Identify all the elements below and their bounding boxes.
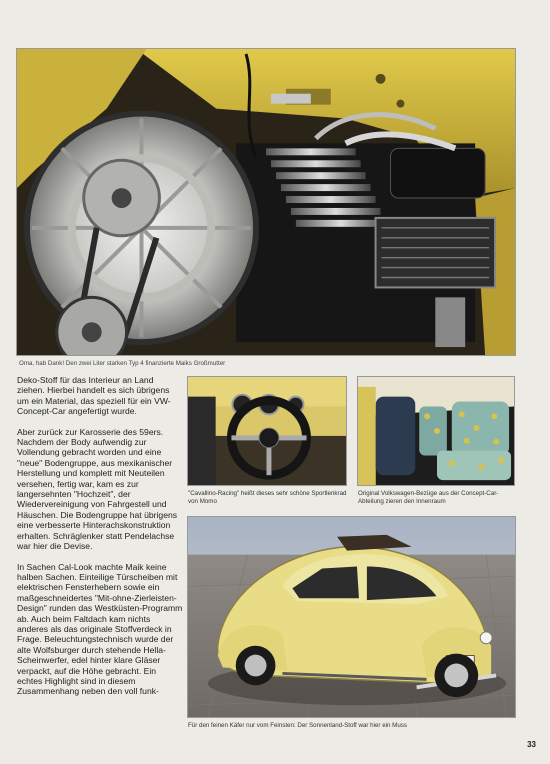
page-number: 33 <box>527 740 536 749</box>
engine-illustration <box>17 49 515 355</box>
beetle-photo <box>187 516 516 718</box>
beetle-illustration <box>188 517 515 717</box>
beetle-caption: Für den feinen Käfer nur vom Feinsten: Der Sonnenland-Stoff war hier ein Muss <box>188 722 407 729</box>
steering-wheel-caption: "Cavallino-Racing" heißt dieses sehr schöne Sportlenkrad von Momo <box>188 490 347 505</box>
article-paragraph: In Sachen Cal-Look machte Maik keine halben Sachen. Einteilige Türscheiben mit elektrischen Fensterhebern sowie ein maßgeschneidertes "Mit-ohne-Zierleisten-Design" runden das Westküsten-Programm ab. Auch beim Faltdach kam nichts anderes als das originale Stoffverdeck in Frage. Beleuchtungstechnisch wurde der alte Wolfsburger durch stehende Hella-Scheinwerfer, edel hinter klare Gläser verpackt, auf die Höhe gebracht. Ein echtes Highlight sind in diesem Zusammenhang neben den voll funk- <box>17 561 183 697</box>
steering-wheel-illustration <box>188 377 346 485</box>
engine-photo-caption: Oma, hab Dank! Den zwei Liter starken Typ 4 finanzierte Maiks Großmutter <box>19 360 226 367</box>
seats-illustration <box>358 377 514 485</box>
engine-photo <box>16 48 516 356</box>
steering-wheel-photo <box>187 376 347 486</box>
article-paragraph: Deko-Stoff für das Interieur an Land ziehen. Hierbei handelt es sich übrigens um ein Material, das speziell für ein VW-Concept-Car angefertigt wurde. <box>17 375 171 417</box>
seats-caption: Original Volkswagen-Bezüge aus der Concept-Car-Abteilung zieren den Innenraum <box>358 490 499 505</box>
seats-photo <box>357 376 515 486</box>
article-text-column <box>17 375 183 705</box>
article-paragraph: Aber zurück zur Karosserie des 59ers. Nachdem der Body aufwendig zur Vollendung gebracht worden und eine "neue" Bodengruppe, aus mexikanischer Herstellung und komplett mit Neuteilen versehen, fertig war, kam es zur langersehnten "Hochzeit", der Wiedervereinigung von Fahrgestell und Häuschen. Die Bodengruppe hat übrigens eine verbesserte Hinterachskonstruktion erhalten. Schräglenker statt Pendelachse war hier die Devise. <box>17 426 178 552</box>
